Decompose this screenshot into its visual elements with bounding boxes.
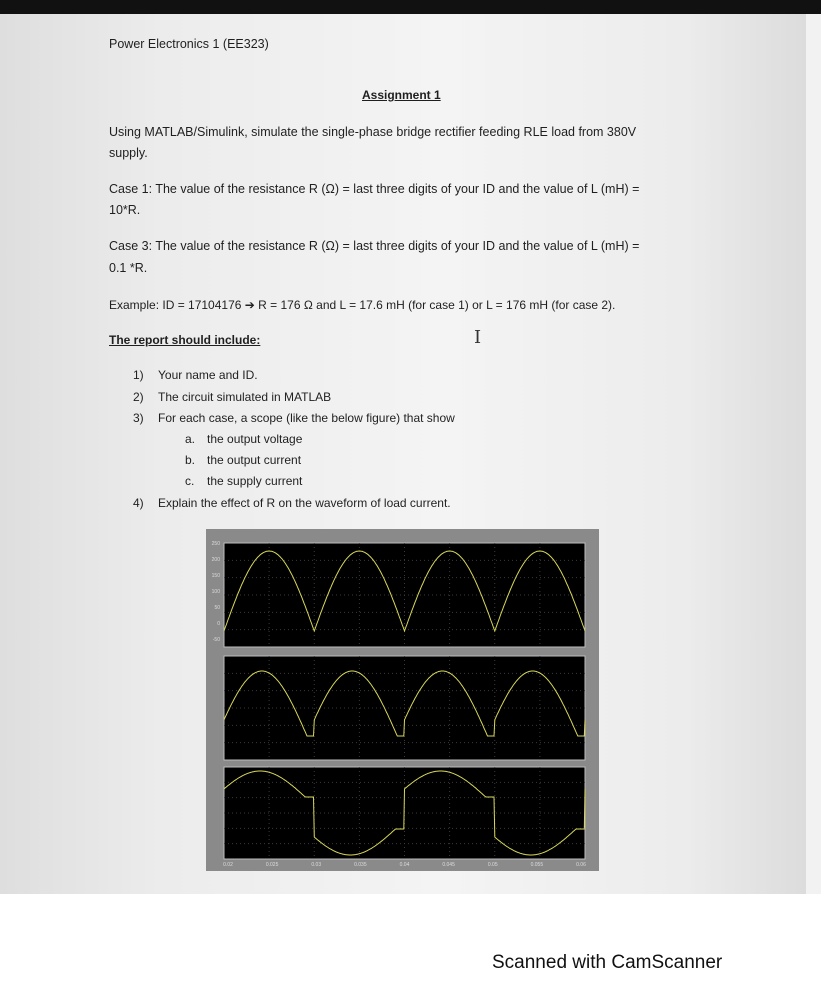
- x-tick-label: 0.02: [223, 862, 233, 868]
- x-tick-label: 0.025: [265, 862, 279, 868]
- subitem-b-text: the output current: [207, 453, 302, 467]
- x-tick-label: 0.035: [354, 862, 367, 868]
- scope-figure: [206, 529, 599, 871]
- case3-line-2: 0.1 *R.: [109, 261, 148, 275]
- item-1-number: 1): [133, 368, 144, 382]
- x-tick-label: 0.06: [576, 862, 586, 868]
- x-tick-label: 0.055: [530, 862, 544, 868]
- y-tick-label: 200: [211, 557, 220, 563]
- subitem-a-text: the output voltage: [207, 432, 303, 446]
- y-tick-label: -50: [212, 637, 220, 643]
- case1-line-2: 10*R.: [109, 203, 141, 217]
- item-3-number: 3): [133, 411, 144, 425]
- scope-x-ticks: [223, 862, 586, 868]
- example-line: Example: ID = 17104176 ➔ R = 176 Ω and L = 17.6 mH (for case 1) or L = 176 mH (for case 2).: [109, 298, 616, 312]
- report-heading: The report should include:: [109, 333, 261, 347]
- subitem-c-letter: c.: [185, 474, 195, 488]
- intro-line-1: Using MATLAB/Simulink, simulate the single-phase bridge rectifier feeding RLE load from 380V: [109, 125, 637, 139]
- intro-line-2: supply.: [109, 146, 148, 160]
- case1-line-1: Case 1: The value of the resistance R (Ω) = last three digits of your ID and the value of L (mH) =: [109, 182, 640, 196]
- x-tick-label: 0.045: [442, 862, 455, 868]
- y-tick-label: 250: [211, 541, 220, 547]
- assignment-title: Assignment 1: [362, 88, 441, 102]
- item-2-number: 2): [133, 390, 144, 404]
- document-header: Power Electronics 1 (EE323): [109, 37, 269, 51]
- item-4-text: Explain the effect of R on the waveform of load current.: [158, 496, 451, 510]
- item-3-text: For each case, a scope (like the below figure) that show: [158, 411, 455, 425]
- item-4-number: 4): [133, 496, 144, 510]
- x-tick-label: 0.03: [311, 862, 322, 868]
- item-1-text: Your name and ID.: [158, 368, 258, 382]
- case3-line-1: Case 3: The value of the resistance R (Ω) = last three digits of your ID and the value of L (mH) =: [109, 239, 640, 253]
- top-dark-bar: [0, 0, 821, 14]
- y-tick-label: 150: [211, 573, 220, 579]
- x-tick-label: 0.05: [487, 862, 498, 868]
- y-tick-label: 50: [214, 605, 220, 611]
- camscanner-watermark: Scanned with CamScanner: [492, 952, 723, 973]
- item-2-text: The circuit simulated in MATLAB: [158, 390, 332, 404]
- photo-right-edge: [806, 14, 821, 894]
- x-tick-label: 0.04: [399, 862, 410, 868]
- subitem-a-letter: a.: [185, 432, 196, 446]
- subitem-b-letter: b.: [185, 453, 196, 467]
- subitem-c-text: the supply current: [207, 474, 303, 488]
- y-tick-label: 0: [217, 621, 220, 627]
- text-cursor-icon: I: [474, 327, 482, 348]
- y-tick-label: 100: [211, 589, 220, 595]
- scope-svg: [206, 529, 599, 871]
